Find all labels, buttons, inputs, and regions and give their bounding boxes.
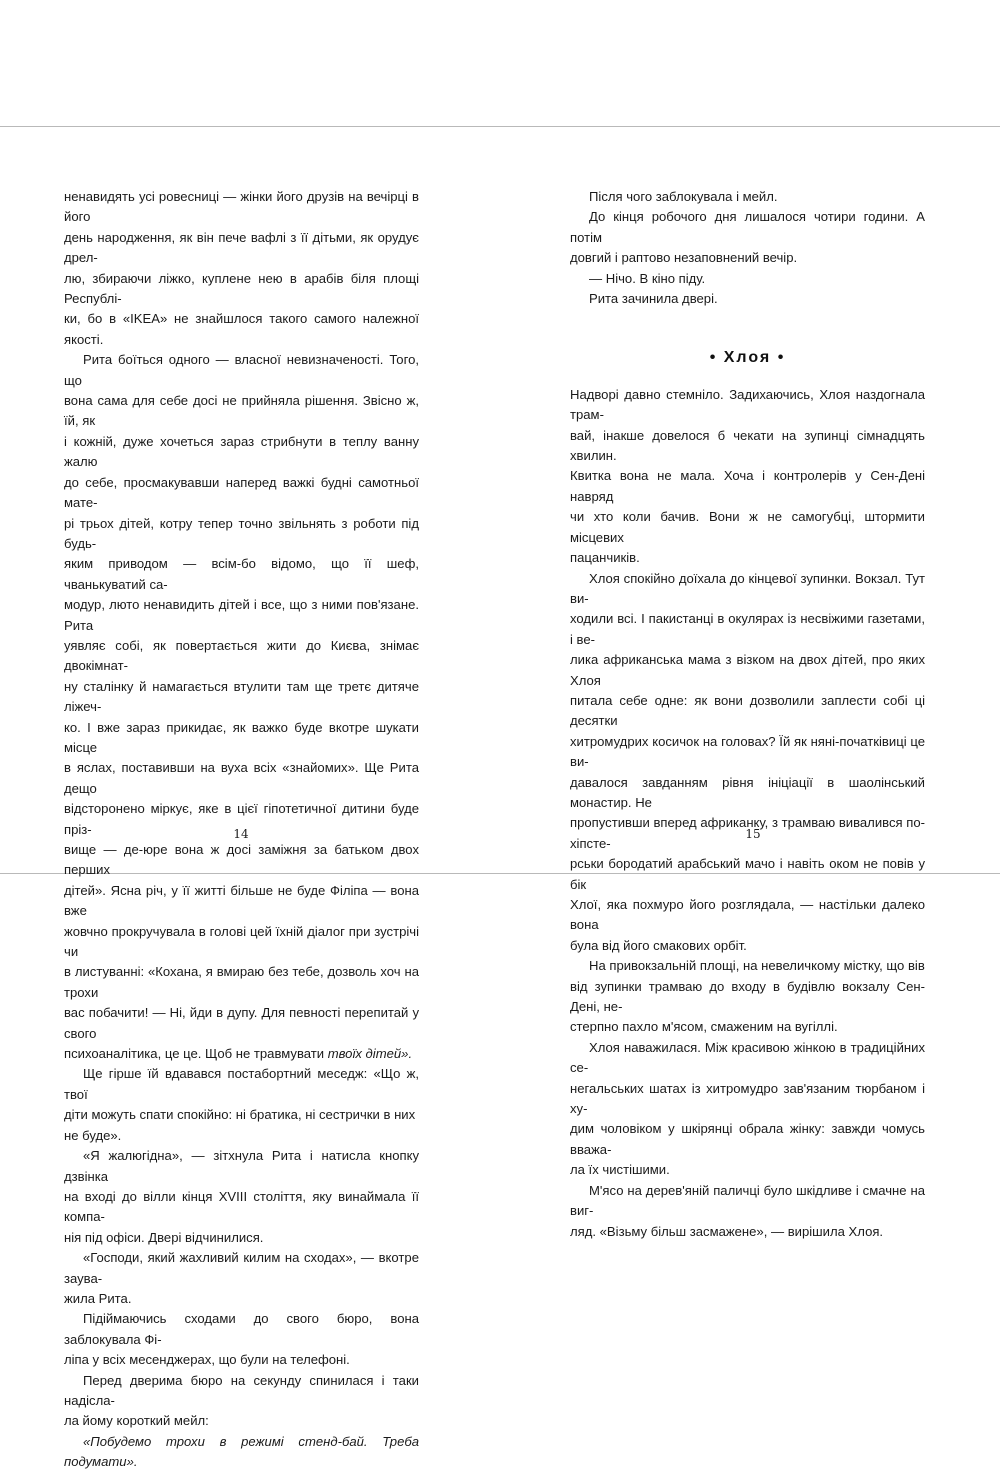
- right-page: [500, 127, 1000, 1239]
- chapter-heading: • Хлоя •: [709, 349, 786, 367]
- paragraph: Підіймаючись сходами до свого бюро, вона заблокувала Фі- ліпа у всіх месенджерах, що були на телефоні.: [64, 1311, 419, 1368]
- paragraph: — Нічо. В кіно піду.: [589, 270, 706, 286]
- paragraph: М'ясо на дерев'яній паличці було шкідливе і смачне на виг- ляд. «Візьму більш засмажене», — вирішила Хлоя.: [570, 1182, 925, 1239]
- paragraph: На привокзальній площі, на невеличкому містку, що вів від зупинки трамваю до входу в будівлю вокзалу Сен-Дені, не- стерпно пахло м'ясом, смаженим на вугіллі.: [570, 958, 925, 1035]
- paragraph: Рита боїться одного — власної невизначеності. Того, що вона сама для себе досі не прийняла рішення. Звісно ж, їй, як і кожній, дуже хочеться зараз стрибнути в теплу ванну жалю до себе, просмакувавши наперед важкі будні самотньої мате- рі трьох дітей, котру тепер точно звільнять з роботи під будь- яким приводом — всім-бо відомо, що її шеф, чванькуватий са- модур, люто ненавидить дітей і все, що з ними пов'язане. Рита уявляє собі, як повертається жити до Києва, знімає двокімнат- ну сталінку й намагається втулити там ще третє дитяче ліжеч- ко. І вже зараз прикидає, як важко буде вкотре шукати місце в яслах, поставивши на вуха всіх «знайомих». Ще Рита дещо відсторонено міркує, яке в цієї гіпотетичної дитини буде пріз- вище — де-юре вона ж досі заміжня за батьком двох перших дітей». Ясна річ, у її житті більше не буде Філіпа — вона вже жовчно прокручувала в голові цей їхній діалог при зустрічі чи в листуванні: «Кохана, я вмираю без тебе, дозволь хоч на трохи вас побачити! — Ні, йди в дупу. Для певності перепитай у свого психоаналітика, це це. Щоб не травмувати твоїх дітей».: [64, 352, 419, 1062]
- paragraph: Рита зачинила двері.: [589, 291, 718, 307]
- page-number: 14: [233, 827, 249, 841]
- book-spread: [0, 126, 1000, 1470]
- paragraph: «Господи, який жахливий килим на сходах», — вкотре заува- жила Рита.: [64, 1250, 419, 1306]
- paragraph: Хлоя спокійно доїхала до кінцевої зупинки. Вокзал. Тут ви- ходили всі. І пакистанці в окулярах із несвіжими газетами, і ве- лика африканська мама з візком на двох дітей, про яких Хлоя питала себе одне: як вони дозволили заплести собі ці десятки хитромудрих косичок на головах? Їй як няні-початківиці це ви- давалося завданням рівня ініціації в шаолінський монастир. Не пропустивши вперед африканку, з трамваю вивалився по-хіпсте- рськи бородатий арабський мачо і навіть оком не повів у бік Хлої, яка похмуро його розглядала, — настільки далеко вона була від його смакових орбіт.: [570, 570, 925, 953]
- right-page-text: [570, 187, 925, 1242]
- paragraph: Ще гірше їй вдавався постабортний меседж: «Що ж, твої діти можуть спати спокійно: ні братика, ні сестрички в них не буде».: [64, 1066, 419, 1143]
- paragraph: «Побудемо трохи в режимі стенд-бай. Треба подумати».: [64, 1433, 419, 1470]
- paragraph: ненавидять усі ровесниці — жінки його друзів на вечірці в його день народження, як він пече вафлі з її дітьми, як орудує дрел- лю, збираючи ліжко, куплене нею в арабів біля площі Республі- ки, бо в «IKEA» не знайшлося такого самого належної якості.: [64, 189, 419, 347]
- paragraph: Хлоя наважилася. Між красивою жінкою в традиційних се- негальських шатах із хитромудро зав'язаним тюрбаном і ху- дим чоловіком у шкірянці обрала жінку: завжди чомусь вважа- ла їх чистішими.: [570, 1039, 925, 1178]
- paragraph: Надворі давно стемніло. Задихаючись, Хлоя наздогнала трам- вай, інакше довелося б чекати на зупинці сімнадцять хвилин. Квитка вона не мала. Хоча і контролерів у Сен-Дені навряд чи хто коли бачив. Вони ж не самогубці, штормити місцевих пацанчиків.: [570, 386, 925, 566]
- paragraph: «Я жалюгідна», — зітхнула Рита і натисла кнопку дзвінка на вході до вілли кінця XVIII століття, яку винаймала її компа- нія під офіси. Двері відчинилися.: [64, 1148, 419, 1245]
- paragraph: Після чого заблокувала і мейл.: [589, 189, 778, 204]
- left-page: [0, 127, 500, 1470]
- paragraph: До кінця робочого дня лишалося чотири години. А потім довгий і раптово незаповнений вечір.: [570, 209, 925, 266]
- page-number: 15: [745, 827, 761, 841]
- paragraph: Перед дверима бюро на секунду спинилася і таки надісла- ла йому короткий мейл:: [64, 1372, 419, 1429]
